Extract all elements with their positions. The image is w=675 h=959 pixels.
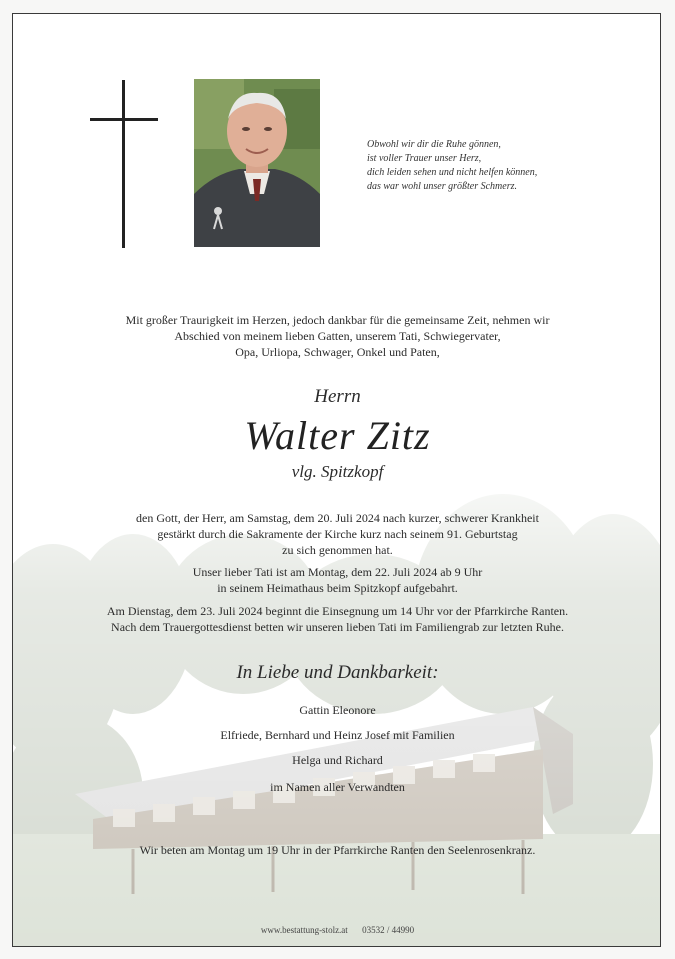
funeral-line: Nach dem Trauergottesdienst betten wir unseren lieben Tati im Familiengrab zur letzten Ruhe. <box>111 620 564 634</box>
obituary-page <box>12 13 661 947</box>
intro-text <box>13 312 661 360</box>
passing-text <box>13 510 661 558</box>
poem-line: ist voller Trauer unser Herz, <box>367 153 482 164</box>
salutation: Herrn <box>314 386 361 407</box>
intro-line: Abschied von meinem lieben Gatten, unserem Tati, Schwiegervater, <box>174 329 501 343</box>
portrait-photo <box>194 79 320 247</box>
footer-website: www.bestattung-stolz.at <box>260 925 348 935</box>
thanks-heading: In Liebe und Dankbarkeit: <box>236 662 439 683</box>
family-line: im Namen aller Verwandten <box>270 780 405 794</box>
family-line: Gattin Eleonore <box>299 703 376 717</box>
intro-line: Mit großer Traurigkeit im Herzen, jedoch dankbar für die gemeinsame Zeit, nehmen wir <box>125 313 550 327</box>
cross-icon <box>122 80 125 248</box>
poem-line: das war wohl unser größter Schmerz. <box>367 181 518 192</box>
cross-icon-bar <box>90 118 158 121</box>
memorial-poem <box>367 138 627 194</box>
vulgo-name: vlg. Spitzkopf <box>291 462 384 481</box>
wake-line: in seinem Heimathaus beim Spitzkopf aufgebahrt. <box>217 581 458 595</box>
funeral-line: Am Dienstag, dem 23. Juli 2024 beginnt die Einsegnung um 14 Uhr vor der Pfarrkirche Ranten. <box>106 604 569 618</box>
wake-text <box>13 564 661 596</box>
passing-line: den Gott, der Herr, am Samstag, dem 20. Juli 2024 nach kurzer, schwerer Krankheit <box>136 511 539 525</box>
passing-line: gestärkt durch die Sakramente der Kirche kurz nach seinem 91. Geburtstag <box>157 527 518 541</box>
intro-line: Opa, Urliopa, Schwager, Onkel und Paten, <box>235 345 440 359</box>
family-line: Elfriede, Bernhard und Heinz Josef mit Familien <box>220 728 455 742</box>
poem-line: dich leiden sehen und nicht helfen können, <box>367 167 538 178</box>
passing-line: zu sich genommen hat. <box>282 543 393 557</box>
footer-phone: 03532 / 44990 <box>362 925 415 935</box>
wake-line: Unser lieber Tati ist am Montag, dem 22. Juli 2024 ab 9 Uhr <box>192 565 483 579</box>
rosary-notice: Wir beten am Montag um 19 Uhr in der Pfarrkirche Ranten den Seelenrosenkranz. <box>139 843 536 857</box>
family-line: Helga und Richard <box>292 753 383 767</box>
poem-line: Obwohl wir dir die Ruhe gönnen, <box>367 139 501 150</box>
footer <box>13 925 661 935</box>
deceased-name: Walter Zitz <box>244 413 431 458</box>
funeral-text <box>13 603 661 635</box>
